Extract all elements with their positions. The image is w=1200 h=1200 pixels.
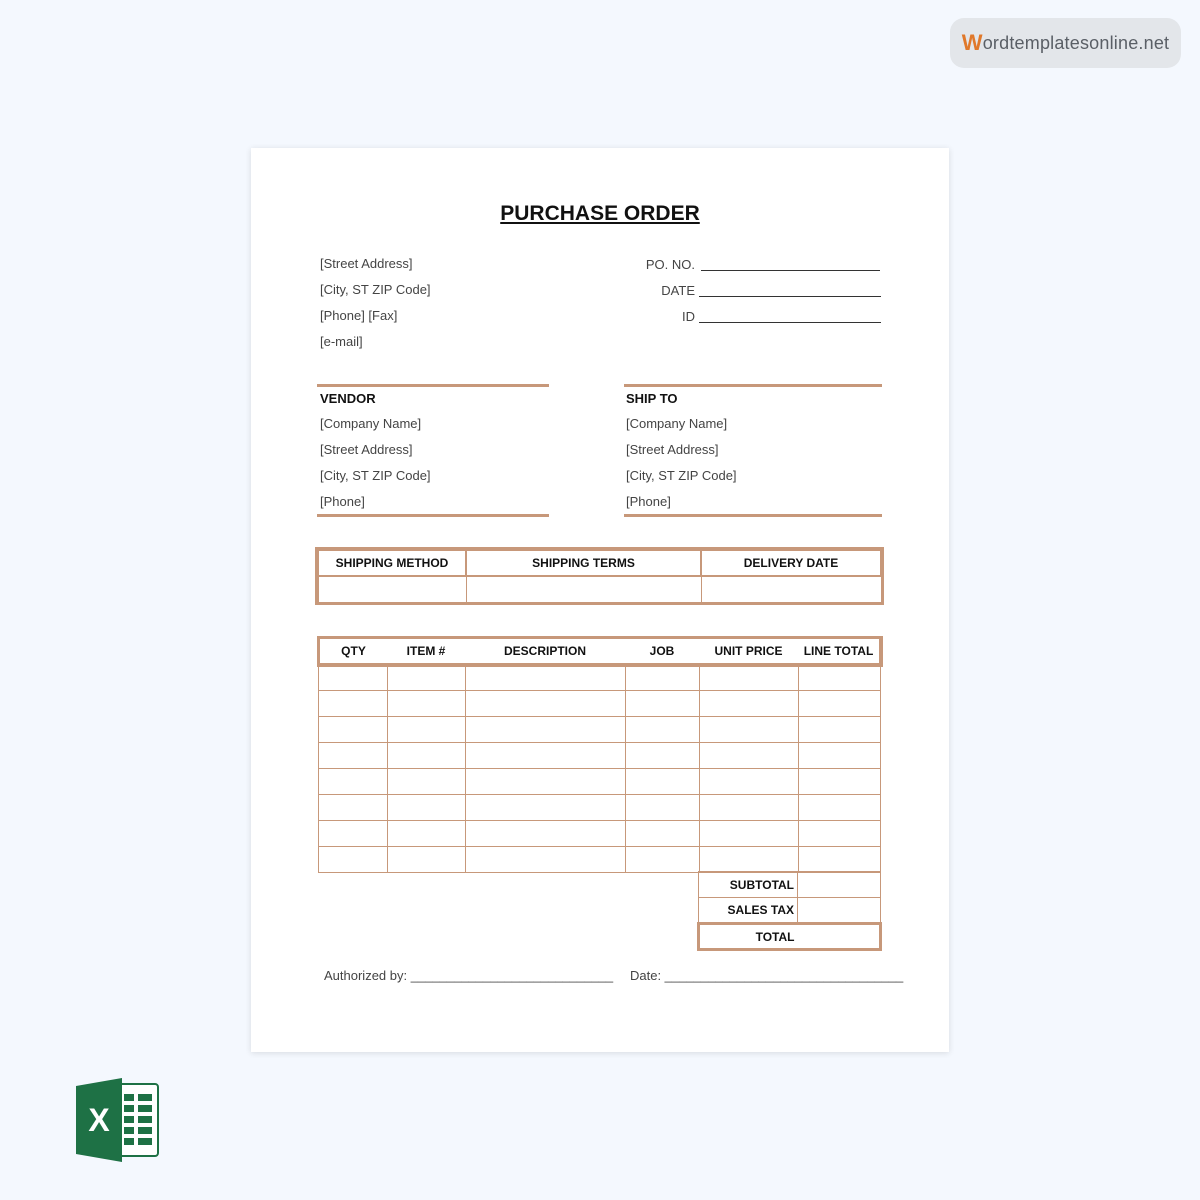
item-number-cell[interactable]	[387, 691, 465, 717]
item-number-header: ITEM #	[387, 638, 465, 665]
job-cell[interactable]	[625, 821, 699, 847]
line-total-cell[interactable]	[798, 821, 881, 847]
shipping-terms-cell[interactable]	[466, 576, 701, 602]
table-row	[319, 769, 881, 795]
vendor-heading: VENDOR	[320, 391, 376, 406]
job-cell[interactable]	[625, 847, 699, 873]
items-table	[317, 636, 882, 873]
total-value[interactable]	[798, 924, 881, 950]
brand-badge[interactable]	[950, 18, 1181, 68]
items-body	[319, 665, 881, 873]
document-page	[251, 148, 949, 1052]
unit-price-cell[interactable]	[699, 769, 798, 795]
date-label: DATE	[661, 283, 695, 298]
vendor-bottom-rule	[317, 514, 549, 517]
footer-date-line: Date: _________________________________	[630, 968, 904, 983]
qty-cell[interactable]	[319, 691, 388, 717]
description-cell[interactable]	[465, 743, 625, 769]
job-cell[interactable]	[625, 743, 699, 769]
line-total-cell[interactable]	[798, 743, 881, 769]
table-row	[319, 821, 881, 847]
line-total-cell[interactable]	[798, 717, 881, 743]
excel-letter: X	[88, 1102, 110, 1138]
qty-cell[interactable]	[319, 847, 388, 873]
subtotal-label: SUBTOTAL	[699, 872, 798, 898]
totals-table	[697, 871, 882, 951]
job-cell[interactable]	[625, 795, 699, 821]
sender-email: [e-mail]	[320, 334, 363, 349]
unit-price-cell[interactable]	[699, 821, 798, 847]
description-cell[interactable]	[465, 821, 625, 847]
vendor-top-rule	[317, 384, 549, 387]
sender-street: [Street Address]	[320, 256, 413, 271]
description-cell[interactable]	[465, 717, 625, 743]
po-number-label: PO. NO.	[645, 257, 695, 272]
sender-phone-fax: [Phone] [Fax]	[320, 308, 398, 323]
unit-price-header: UNIT PRICE	[699, 638, 798, 665]
item-number-cell[interactable]	[387, 769, 465, 795]
po-number-field[interactable]	[701, 270, 880, 271]
brand-letter: W	[961, 30, 983, 55]
subtotal-value[interactable]	[798, 872, 881, 898]
brand-name: ordtemplatesonline.net	[982, 32, 1170, 53]
shipping-table	[317, 549, 882, 603]
item-number-cell[interactable]	[387, 821, 465, 847]
ship-to-city: [City, ST ZIP Code]	[626, 468, 737, 483]
job-cell[interactable]	[625, 691, 699, 717]
shipping-terms-header: SHIPPING TERMS	[466, 550, 701, 576]
description-cell[interactable]	[465, 795, 625, 821]
table-row	[319, 743, 881, 769]
shipping-method-cell[interactable]	[318, 576, 466, 602]
item-number-cell[interactable]	[387, 795, 465, 821]
ship-to-phone: [Phone]	[626, 494, 671, 509]
item-number-cell[interactable]	[387, 743, 465, 769]
qty-header: QTY	[319, 638, 388, 665]
table-row	[319, 717, 881, 743]
qty-cell[interactable]	[319, 769, 388, 795]
total-label: TOTAL	[699, 924, 798, 950]
page-title: PURCHASE ORDER	[500, 202, 700, 225]
ship-to-company: [Company Name]	[626, 416, 728, 431]
line-total-header: LINE TOTAL	[798, 638, 881, 665]
vendor-city: [City, ST ZIP Code]	[320, 468, 431, 483]
qty-cell[interactable]	[319, 717, 388, 743]
qty-cell[interactable]	[319, 795, 388, 821]
qty-cell[interactable]	[319, 743, 388, 769]
description-cell[interactable]	[465, 691, 625, 717]
table-row	[319, 847, 881, 873]
unit-price-cell[interactable]	[699, 665, 798, 691]
line-total-cell[interactable]	[798, 847, 881, 873]
job-header: JOB	[625, 638, 699, 665]
description-cell[interactable]	[465, 665, 625, 691]
sales-tax-label: SALES TAX	[699, 898, 798, 924]
table-row	[319, 665, 881, 691]
sender-city: [City, ST ZIP Code]	[320, 282, 431, 297]
sales-tax-value[interactable]	[798, 898, 881, 924]
job-cell[interactable]	[625, 717, 699, 743]
unit-price-cell[interactable]	[699, 795, 798, 821]
job-cell[interactable]	[625, 665, 699, 691]
table-row	[319, 691, 881, 717]
ship-to-top-rule	[624, 384, 882, 387]
line-total-cell[interactable]	[798, 769, 881, 795]
delivery-date-header: DELIVERY DATE	[701, 550, 881, 576]
qty-cell[interactable]	[319, 821, 388, 847]
id-label: ID	[682, 309, 695, 324]
job-cell[interactable]	[625, 769, 699, 795]
line-total-cell[interactable]	[798, 795, 881, 821]
shipping-method-header: SHIPPING METHOD	[318, 550, 466, 576]
line-total-cell[interactable]	[798, 691, 881, 717]
unit-price-cell[interactable]	[699, 847, 798, 873]
description-cell[interactable]	[465, 769, 625, 795]
item-number-cell[interactable]	[387, 665, 465, 691]
description-cell[interactable]	[465, 847, 625, 873]
unit-price-cell[interactable]	[699, 691, 798, 717]
vendor-street: [Street Address]	[320, 442, 413, 457]
excel-icon	[76, 1078, 160, 1162]
unit-price-cell[interactable]	[699, 743, 798, 769]
item-number-cell[interactable]	[387, 847, 465, 873]
vendor-phone: [Phone]	[320, 494, 365, 509]
description-header: DESCRIPTION	[465, 638, 625, 665]
vendor-company: [Company Name]	[320, 416, 422, 431]
qty-cell[interactable]	[319, 665, 388, 691]
date-field[interactable]	[699, 296, 881, 297]
item-number-cell[interactable]	[387, 717, 465, 743]
table-row	[319, 795, 881, 821]
ship-to-street: [Street Address]	[626, 442, 719, 457]
unit-price-cell[interactable]	[699, 717, 798, 743]
line-total-cell[interactable]	[798, 665, 881, 691]
ship-to-bottom-rule	[624, 514, 882, 517]
authorized-by-line: Authorized by: ____________________________	[324, 968, 614, 983]
id-field[interactable]	[699, 322, 881, 323]
ship-to-heading: SHIP TO	[626, 391, 678, 406]
delivery-date-cell[interactable]	[701, 576, 881, 602]
